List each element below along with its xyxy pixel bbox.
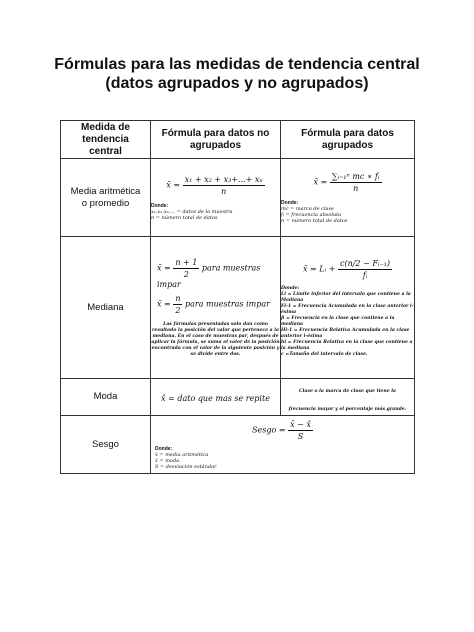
mediana-even-formula: x̃ = $\frac{n}{2}$ para muestras impar (157, 294, 270, 315)
header-grouped: Fórmula para datos agrupados (281, 121, 415, 159)
sesgo-cell (151, 416, 415, 474)
media-ungrouped-note-2: n = número total de datos (151, 215, 218, 221)
sesgo-note-1: x̄ = media aritmética (155, 452, 209, 458)
title-line-1: Fórmulas para las medidas de tendencia central (54, 56, 420, 73)
header-measure: Medida de tendencia central (61, 121, 151, 159)
mediana-even-text: para muestras impar (185, 299, 270, 309)
media-ungrouped-note-1: x₁,x₂,x₃..., = datos de la muestra (151, 209, 233, 215)
table-row-sesgo (61, 416, 415, 474)
media-ungrouped-numerator: x₁ + x₂ + x₃+...+ xₙ (184, 175, 263, 184)
mediana-grouped-note-5: hi = Frecuencia Relativa en la clase que contiene a la mediana (281, 339, 413, 351)
sesgo-numerator: x̄ − x̂ (290, 420, 311, 429)
media-grouped-numerator: ∑ᵢ₌₁ⁿ mc ∗ fᵢ (331, 172, 380, 181)
moda-grouped-cell (281, 379, 415, 416)
media-ungrouped-cell (151, 159, 281, 237)
mediana-odd-text: para muestras impar (157, 263, 261, 289)
sesgo-note-2: x̂ = moda. (155, 458, 181, 464)
row-label-media: Media aritmética o promedio (61, 159, 151, 237)
table-header-row (61, 121, 415, 159)
mediana-ungrouped-cell (151, 237, 281, 379)
moda-grouped-text: Clase o la marca de clase que tiene la frecuencia mayor y el porcentaje más grande. (288, 389, 407, 412)
page-title (40, 55, 434, 93)
media-grouped-denominator: n (353, 184, 359, 193)
sesgo-formula: Sesgo = $\frac{x̄ - x̂}{S}$ (252, 420, 311, 441)
mediana-grouped-donde: Donde: (281, 285, 300, 291)
table-row-media (61, 159, 415, 237)
table-row-mediana (61, 237, 415, 379)
mediana-grouped-note-2: Fi-1 = Frecuencia Acumulada en la clase anterior i-ésima (281, 303, 414, 315)
media-grouped-formula: x̄ = $\frac{\text{∑ᵢ₌₁ⁿ mc ∗ fᵢ}}{n}$ (313, 172, 380, 193)
mediana-grouped-note-6: c =Tamaño del intervalo de clase. (281, 351, 368, 357)
media-grouped-note-3: n = número total de datos (281, 218, 348, 224)
mediana-grouped-numerator: c(n/2 − Fᵢ₋₁) (339, 258, 391, 268)
title-line-2: (datos agrupados y no agrupados) (105, 75, 369, 92)
mediana-grouped-note-3: fi = Frecuencia en la clase que contiene a la mediana (281, 315, 395, 327)
mediana-grouped-note-1: Li = Límite inferior del intervalo que contiene a la Mediana (281, 291, 411, 303)
mediana-grouped-note-4: Hi-1 = Frecuencia Relativa Acumulada en la clase anterior i-ésima (281, 327, 410, 339)
media-grouped-cell (281, 159, 415, 237)
sesgo-denominator: S (297, 432, 304, 441)
media-grouped-note-2: fᵢ = frecuencia absoluta (281, 212, 342, 218)
mediana-odd-formula: x̃ = $\frac{n + 1}{2}$ para muestras impar (157, 258, 261, 289)
mediana-grouped-cell (281, 237, 415, 379)
sesgo-note-3: S = desviación estándar (155, 464, 217, 470)
sesgo-donde: Donde: (155, 446, 173, 452)
header-ungrouped: Fórmula para datos no agrupados (151, 121, 281, 159)
table-row-moda (61, 379, 415, 416)
mediana-grouped-formula: x̃ = Lᵢ + $\frac{\text{c(n/2 − Fᵢ₋₁)}}{\text{fᵢ}}$ (302, 258, 391, 280)
media-grouped-donde: Donde: (281, 200, 299, 206)
media-ungrouped-formula: x̄ = $\frac{\text{x₁ + x₂ + x₃+...+ xₙ}}{n}$ (166, 175, 263, 196)
mediana-ungrouped-note: Las fórmulas presentadas solo dan como resultado la posición del valor que pertenece a la mediana. En el caso de muestras par, después de aplicar la fórmula, se suma el valor de la posición encontrada con el valor de la siguiente posición y se divide entre dos. (151, 322, 280, 357)
media-grouped-note-1: mc = marca de clase (281, 206, 335, 212)
mediana-grouped-denominator: fᵢ (362, 270, 368, 280)
row-label-sesgo: Sesgo (61, 416, 151, 474)
media-ungrouped-denominator: n (221, 187, 227, 196)
moda-ungrouped-cell (151, 379, 281, 416)
moda-ungrouped-formula: x̂ = dato que mas se repite (161, 394, 270, 403)
formulas-table (60, 120, 415, 474)
row-label-moda: Moda (61, 379, 151, 416)
media-ungrouped-donde: Donde: (151, 203, 169, 209)
row-label-mediana: Mediana (61, 237, 151, 379)
